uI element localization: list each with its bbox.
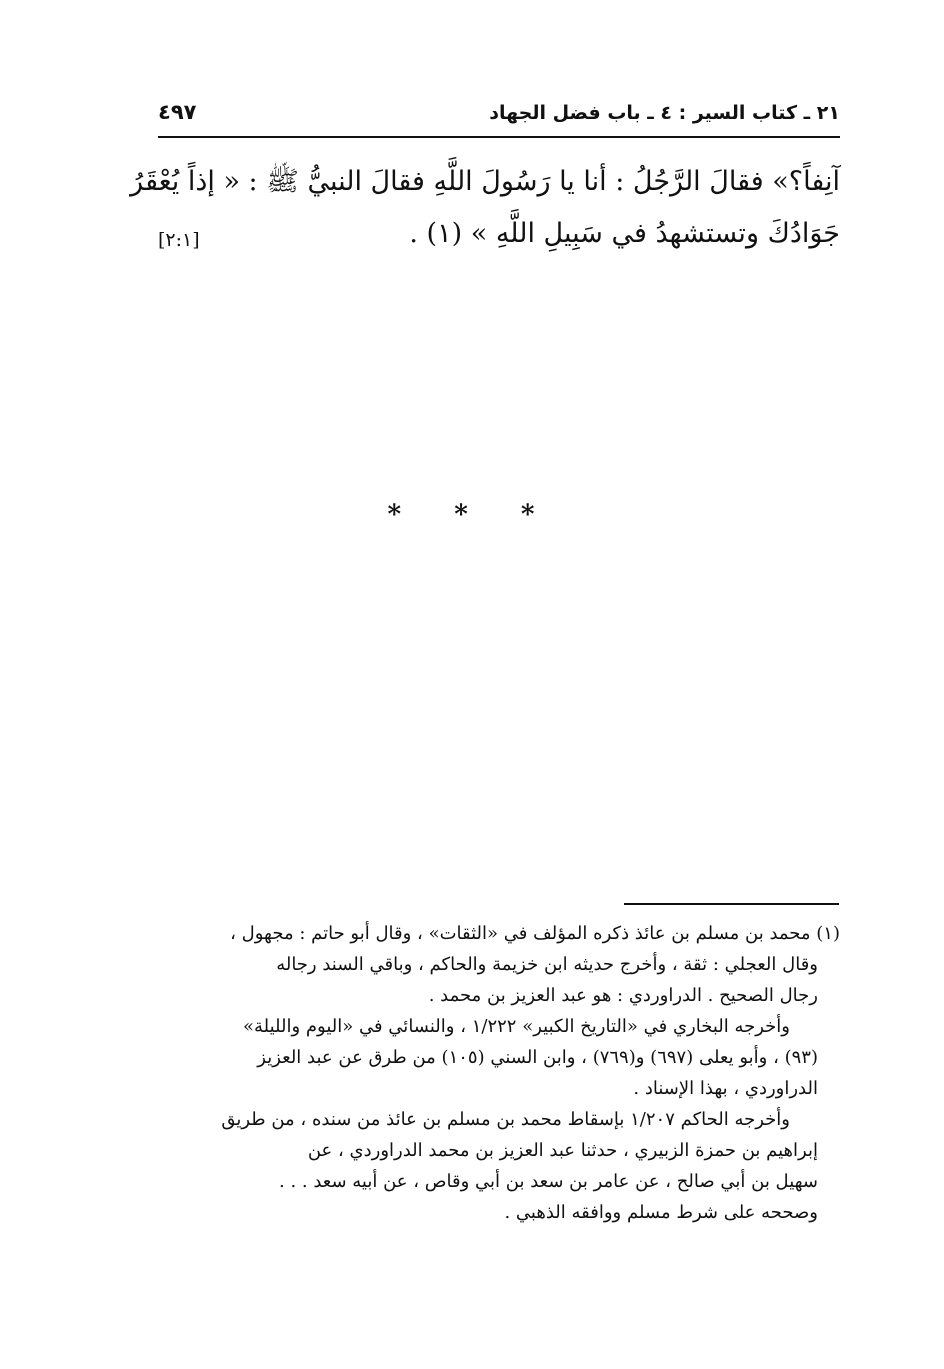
footnote-line: الدراوردي ، بهذا الإسناد .: [633, 1078, 818, 1099]
chapter-heading: ٢١ ـ كتاب السير : ٤ ـ باب فضل الجهاد: [489, 102, 840, 124]
footnote-line: وأخرجه البخاري في «التاريخ الكبير» ١/٢٢٢ ، والنسائي في «اليوم والليلة»: [242, 1016, 790, 1037]
hadith-reference-mark: [٢:١]: [158, 229, 200, 251]
header-rule: [158, 136, 840, 138]
footnote-line: سهيل بن أبي صالح ، عن عامر بن سعد بن أبي وقاص ، عن أبيه سعد . . .: [279, 1171, 818, 1192]
footnotes: [158, 918, 840, 1228]
footnote-line: وأخرجه الحاكم ١/٢٠٧ بإسقاط محمد بن مسلم بن عائذ من سنده ، من طريق: [221, 1109, 790, 1130]
footnote-line: رجال الصحيح . الدراوردي : هو عبد العزيز بن محمد .: [428, 985, 818, 1006]
footnote-line: (٩٣) ، وأبو يعلى (٦٩٧) و(٧٦٩) ، وابن السني (١٠٥) من طرق عن عبد العزيز: [257, 1047, 818, 1068]
main-text-line: آنِفاً؟» فقالَ الرَّجُلُ : أنا يا رَسُولَ اللَّهِ فقالَ النبيُّ ﷺ : « إذاً يُعْقَرُ: [130, 166, 840, 197]
running-header: [158, 96, 840, 136]
main-text: [130, 156, 840, 260]
footnote-line: (١) محمد بن مسلم بن عائذ ذكره المؤلف في «الثقات» ، وقال أبو حاتم : مجهول ،: [230, 923, 840, 944]
footnote-line: وقال العجلي : ثقة ، وأخرج حديثه ابن خزيمة والحاكم ، وباقي السند رجاله: [276, 954, 818, 975]
main-text-line: [158, 208, 840, 260]
footnote-rule: [624, 903, 839, 905]
footnote-line: وصححه على شرط مسلم ووافقه الذهبي .: [504, 1202, 818, 1223]
main-text-line-content: جَوَادُكَ وتستشهدُ في سَبِيلِ اللَّهِ » (١) .: [409, 218, 840, 249]
footnote-line: إبراهيم بن حمزة الزبيري ، حدثنا عبد العزيز بن محمد الدراوردي ، عن: [307, 1140, 818, 1161]
page-number: ٤٩٧: [158, 100, 197, 124]
section-separator: * * *: [387, 500, 557, 530]
